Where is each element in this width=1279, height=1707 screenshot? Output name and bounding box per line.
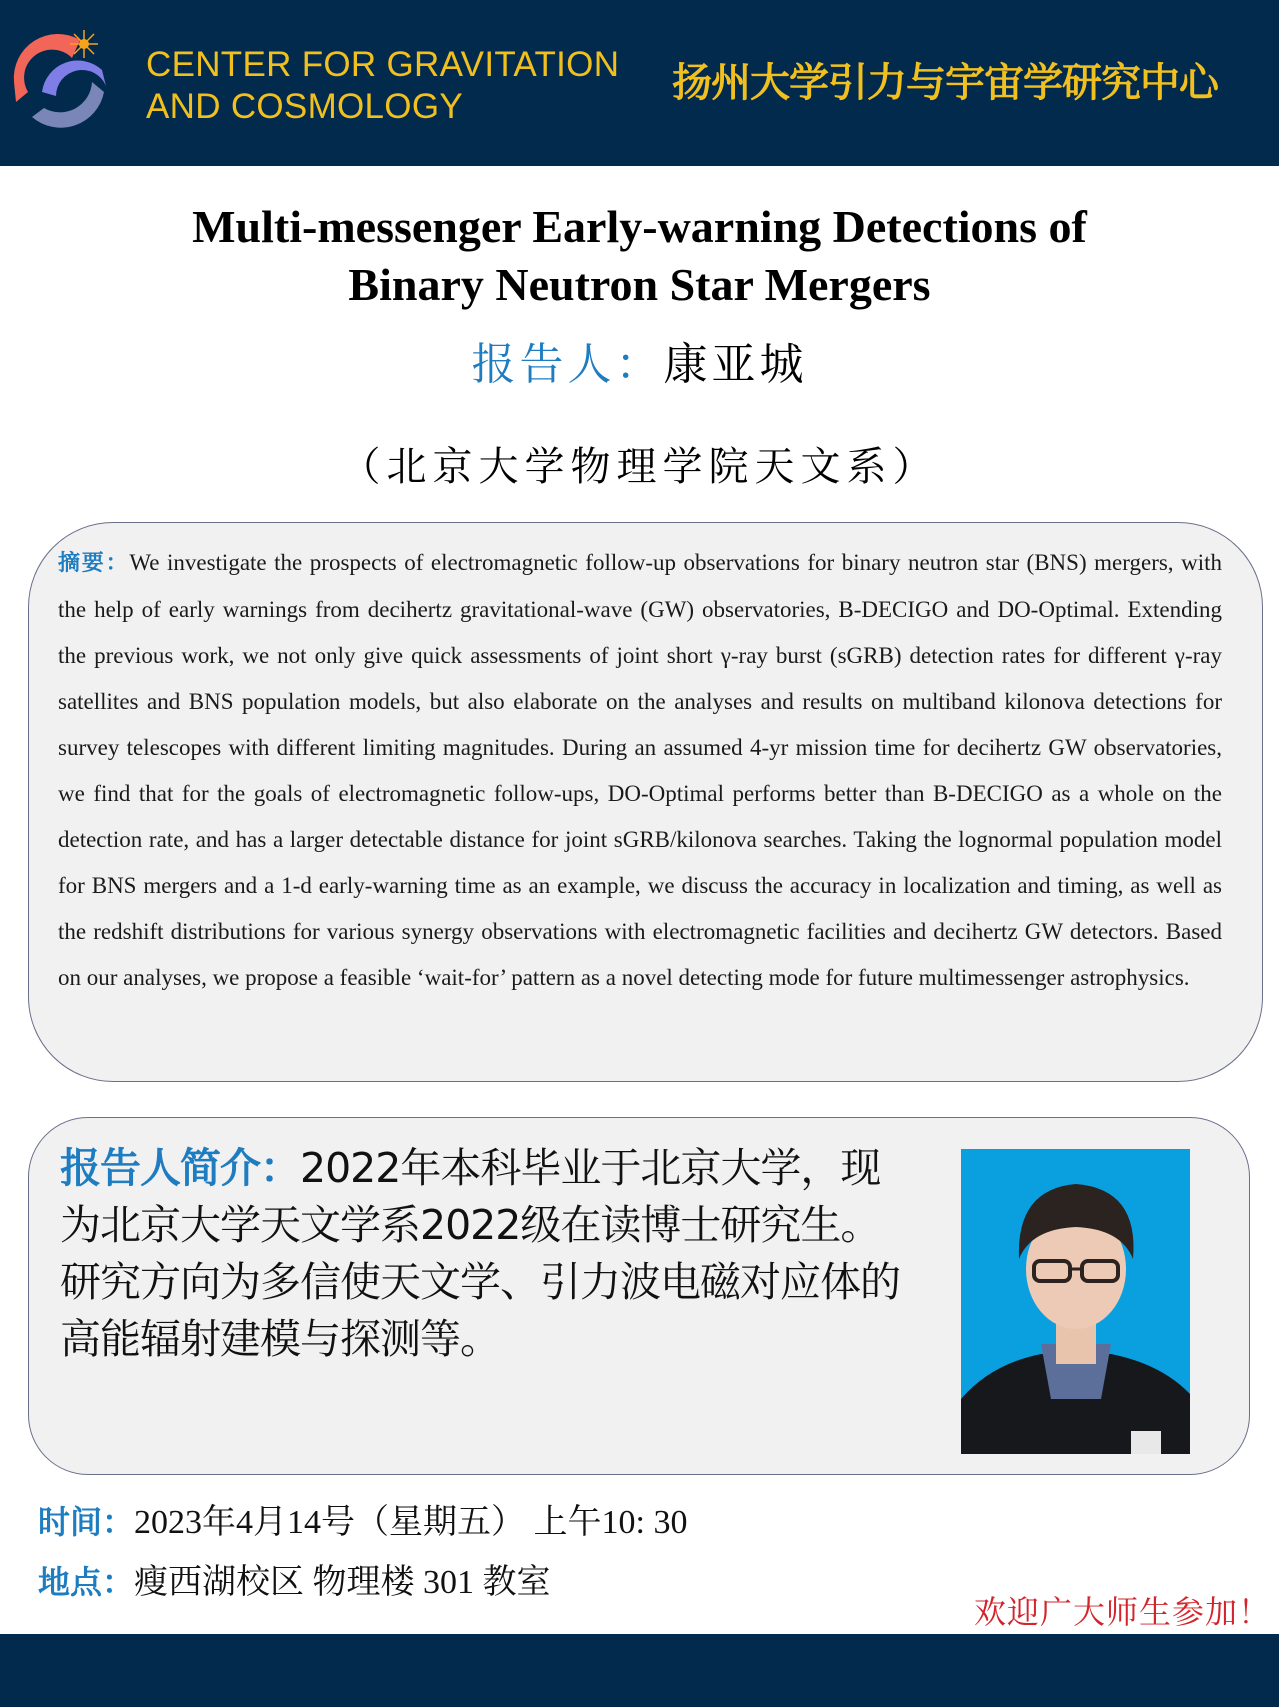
bio-label: 报告人简介： (60, 1144, 300, 1192)
place-line (38, 1560, 551, 1605)
abstract-text: We investigate the prospects of electromagnetic follow-up observations for binary neutron star (BNS) mergers, with the help of early warnings from decihertz gravitational-wave (GW) observatories, B-DECIGO and DO-Optimal. Extending the previous work, we not only give quick assessments of joint short γ-ray burst (sGRB) detection rates for different γ-ray satellites and BNS population models, but also elaborate on the analyses and results on multiband kilonova detections for survey telescopes with different limiting magnitudes. During an assumed 4-yr mission time for decihertz GW observatories, we find that for the goals of electromagnetic follow-ups, DO-Optimal performs better than B-DECIGO as a whole on the detection rate, and has a larger detectable distance for joint sGRB/kilonova searches. Taking the lognormal population model for BNS mergers and a 1-d early-warning time as an example, we discuss the accuracy in localization and timing, as well as the redshift distributions for various synergy observations with electromagnetic facilities and decihertz GW detectors. Based on our analyses, we propose a feasible ‘wait-for’ pattern as a novel detecting mode for future multimessenger astrophysics. (58, 550, 1222, 990)
welcome-message: 欢迎广大师生参加！ (973, 1593, 1271, 1631)
center-chinese-name: 扬州大学引力与宇宙学研究中心 (672, 59, 1218, 106)
portrait-icon (961, 1149, 1190, 1454)
speaker-portrait (961, 1149, 1190, 1454)
title-line2: Binary Neutron Star Mergers (348, 259, 931, 310)
time-value: 2023年4月14号（星期五） 上午10: 30 (134, 1504, 688, 1541)
speaker-label: 报告人： (471, 340, 664, 389)
bottom-banner (0, 1634, 1279, 1707)
title-line1: Multi-messenger Early-warning Detections of (192, 201, 1087, 252)
speaker-name: 康亚城 (663, 340, 808, 389)
center-english-name (146, 44, 619, 128)
center-name-line2: AND COSMOLOGY (146, 87, 464, 126)
bio-text: 2022年本科毕业于北京大学，现为北京大学天文学系2022级在读博士研究生。研究方向为多信使天文学、引力波电磁对应体的高能辐射建模与探测等。 (60, 1144, 900, 1363)
top-banner (0, 0, 1279, 166)
gravitation-cosmology-logo-icon (2, 22, 114, 134)
speaker-line (0, 338, 1279, 392)
time-line (38, 1500, 687, 1545)
place-label: 地点： (38, 1563, 135, 1601)
time-label: 时间： (38, 1503, 135, 1541)
talk-title (0, 198, 1279, 314)
center-name-line1: CENTER FOR GRAVITATION (146, 45, 620, 84)
abstract (58, 540, 1222, 1001)
speaker-affiliation: （北京大学物理学院天文系） (340, 444, 939, 489)
place-value: 瘦西湖校区 物理楼 301 教室 (134, 1564, 551, 1601)
abstract-label: 摘要： (58, 551, 130, 576)
speaker-bio (60, 1140, 920, 1368)
